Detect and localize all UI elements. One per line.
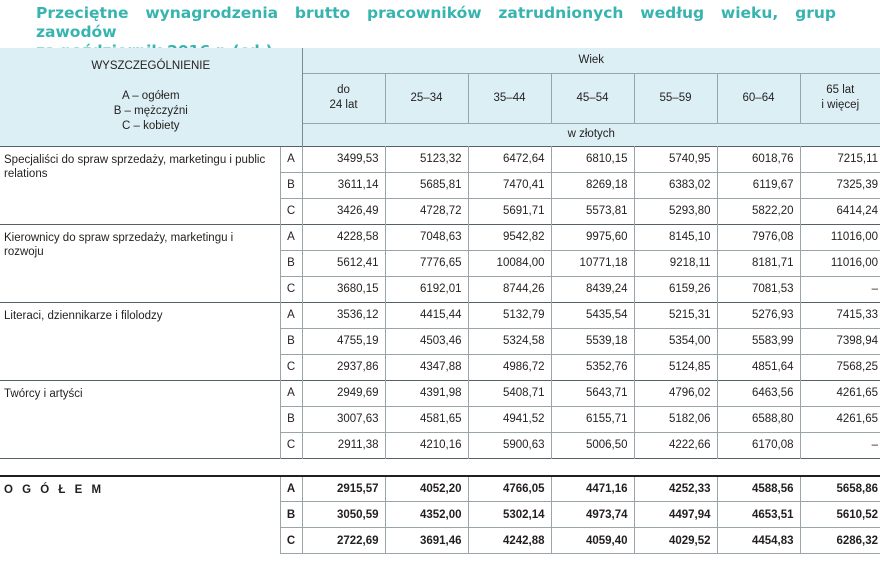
value-cell: 4242,88: [468, 528, 551, 554]
value-cell: 5539,18: [551, 328, 634, 354]
value-cell: –: [800, 276, 880, 302]
value-cell: 5324,58: [468, 328, 551, 354]
value-cell: 8181,71: [717, 250, 800, 276]
value-cell: 4766,05: [468, 476, 551, 502]
value-cell: 5354,00: [634, 328, 717, 354]
value-cell: 4796,02: [634, 380, 717, 406]
row-code: C: [280, 354, 302, 380]
value-cell: 2915,57: [302, 476, 385, 502]
value-cell: 9542,82: [468, 224, 551, 250]
header-age-label: 24 lat: [329, 99, 358, 111]
row-code: A: [280, 476, 302, 502]
value-cell: 5610,52: [800, 502, 880, 528]
row-code: B: [280, 502, 302, 528]
header-age-group: [717, 73, 800, 123]
table-row: [0, 380, 880, 406]
header-age-group: [634, 73, 717, 123]
value-cell: 9975,60: [551, 224, 634, 250]
header-age-label: 55–59: [659, 91, 692, 104]
value-cell: 6286,32: [800, 528, 880, 554]
row-code: B: [280, 250, 302, 276]
value-cell: 5352,76: [551, 354, 634, 380]
value-cell: 7415,33: [800, 302, 880, 328]
value-cell: 5822,20: [717, 198, 800, 224]
header-age-label: 25–34: [410, 91, 443, 104]
header-legend-a: A – ogółem: [121, 90, 180, 103]
value-cell: 3007,63: [302, 406, 385, 432]
header-age-label: i więcej: [821, 99, 860, 111]
value-cell: 7215,11: [800, 146, 880, 172]
row-code: C: [280, 432, 302, 458]
value-cell: 4415,44: [385, 302, 468, 328]
value-cell: 6018,76: [717, 146, 800, 172]
value-cell: 7776,65: [385, 250, 468, 276]
value-cell: 9218,11: [634, 250, 717, 276]
value-cell: 8439,24: [551, 276, 634, 302]
value-cell: 3536,12: [302, 302, 385, 328]
row-code: C: [280, 198, 302, 224]
value-cell: 6119,67: [717, 172, 800, 198]
value-cell: 5293,80: [634, 198, 717, 224]
value-cell: 4052,20: [385, 476, 468, 502]
value-cell: 4581,65: [385, 406, 468, 432]
row-code: A: [280, 146, 302, 172]
value-cell: 6463,56: [717, 380, 800, 406]
value-cell: 2722,69: [302, 528, 385, 554]
header-legend-c: C – kobiety: [121, 120, 180, 133]
value-cell: 10771,18: [551, 250, 634, 276]
value-cell: 5276,93: [717, 302, 800, 328]
header-age-label: do: [337, 84, 350, 96]
value-cell: 7081,53: [717, 276, 800, 302]
value-cell: 4222,66: [634, 432, 717, 458]
table-body: [0, 146, 880, 554]
wages-table: [0, 48, 880, 554]
value-cell: 7048,63: [385, 224, 468, 250]
value-cell: 4261,65: [800, 380, 880, 406]
occupation-name: Kierownicy do spraw sprzedaży, marketingu i rozwoju: [0, 224, 280, 302]
value-cell: 5583,99: [717, 328, 800, 354]
table-row: [0, 224, 880, 250]
header-description-cell: [0, 48, 302, 146]
value-cell: 5182,06: [634, 406, 717, 432]
header-age-label: 35–44: [493, 91, 526, 104]
value-cell: 4228,58: [302, 224, 385, 250]
value-cell: 5124,85: [634, 354, 717, 380]
value-cell: 5658,86: [836, 482, 879, 495]
row-code: C: [280, 276, 302, 302]
value-cell: 5900,63: [468, 432, 551, 458]
value-cell: 3691,46: [385, 528, 468, 554]
table-title-line-1: Przeciętne wynagrodzenia brutto pracowników zatrudnionych według wieku, grup zawodów: [36, 4, 836, 41]
value-cell: 5215,31: [634, 302, 717, 328]
table-row: [0, 302, 880, 328]
value-cell: 4986,72: [468, 354, 551, 380]
header-age-group: [385, 73, 468, 123]
table-separator: [0, 458, 880, 476]
value-cell: 4029,52: [634, 528, 717, 554]
row-code: A: [280, 224, 302, 250]
separator-cell: [0, 458, 880, 476]
value-cell: 4973,74: [551, 502, 634, 528]
value-cell: 4059,40: [551, 528, 634, 554]
value-cell: 5643,71: [551, 380, 634, 406]
value-cell: 11016,00: [800, 224, 880, 250]
row-code: B: [280, 406, 302, 432]
value-cell: 4210,16: [385, 432, 468, 458]
value-cell: 4755,19: [302, 328, 385, 354]
header-age-label: 45–54: [576, 91, 609, 104]
value-cell: 4471,16: [551, 476, 634, 502]
value-cell: 6155,71: [551, 406, 634, 432]
value-cell: 8744,26: [468, 276, 551, 302]
value-cell: 4352,00: [385, 502, 468, 528]
value-cell: 4503,46: [385, 328, 468, 354]
header-age-group: [551, 73, 634, 123]
value-cell: 5123,32: [385, 146, 468, 172]
value-cell: 4454,83: [717, 528, 800, 554]
value-cell: 3426,49: [302, 198, 385, 224]
value-cell: 8145,10: [634, 224, 717, 250]
header-age-label: 60–64: [742, 91, 775, 104]
value-cell: 5573,81: [551, 198, 634, 224]
value-cell: 4252,33: [634, 476, 717, 502]
value-cell: 7568,25: [800, 354, 880, 380]
header-age-group: [800, 73, 880, 123]
value-cell: 4261,65: [800, 406, 880, 432]
table-row: [0, 146, 880, 172]
value-cell: 7398,94: [800, 328, 880, 354]
value-cell: 6414,24: [800, 198, 880, 224]
value-cell: 8269,18: [551, 172, 634, 198]
value-cell: 5685,81: [385, 172, 468, 198]
value-cell: 6170,08: [717, 432, 800, 458]
header-age-group: [468, 73, 551, 123]
value-cell: 7470,41: [468, 172, 551, 198]
row-code: A: [280, 380, 302, 406]
occupation-name: Specjaliści do spraw sprzedaży, marketingu i public relations: [0, 146, 280, 224]
value-cell: 6588,80: [717, 406, 800, 432]
value-cell: 4588,56: [717, 476, 800, 502]
header-legend-b: B – mężczyźni: [113, 105, 188, 118]
value-cell: 6192,01: [385, 276, 468, 302]
value-cell: 2949,69: [302, 380, 385, 406]
value-cell: 4391,98: [385, 380, 468, 406]
header-age-label: 65 lat: [826, 84, 855, 96]
value-cell: 4497,94: [634, 502, 717, 528]
value-cell: 6810,15: [551, 146, 634, 172]
value-cell: 6472,64: [468, 146, 551, 172]
occupation-name: Twórcy i artyści: [0, 380, 280, 458]
value-cell: 3680,15: [302, 276, 385, 302]
row-code: A: [280, 302, 302, 328]
value-cell: 5612,41: [302, 250, 385, 276]
occupation-name: Literaci, dziennikarze i filolodzy: [0, 302, 280, 380]
value-cell: 2911,38: [302, 432, 385, 458]
value-cell: 5302,14: [468, 502, 551, 528]
value-cell: 5740,95: [634, 146, 717, 172]
value-cell: 5691,71: [468, 198, 551, 224]
header-wyszczegolnienie: WYSZCZEGÓLNIENIE: [91, 60, 211, 73]
row-code: C: [280, 528, 302, 554]
value-cell: 5006,50: [551, 432, 634, 458]
value-cell: 4941,52: [468, 406, 551, 432]
value-cell: 5132,79: [468, 302, 551, 328]
total-label: O G Ó Ł E M: [4, 483, 105, 496]
value-cell: 7325,39: [800, 172, 880, 198]
value-cell: –: [800, 432, 880, 458]
row-code: B: [280, 172, 302, 198]
value-cell: 4347,88: [385, 354, 468, 380]
table-header: [0, 48, 880, 146]
header-unit: w złotych: [302, 123, 880, 146]
table-row: [0, 476, 880, 502]
value-cell: 3499,53: [302, 146, 385, 172]
header-wiek: Wiek: [302, 48, 880, 73]
value-cell: 6159,26: [634, 276, 717, 302]
value-cell: 2937,86: [302, 354, 385, 380]
value-cell: 6383,02: [634, 172, 717, 198]
value-cell: 5435,54: [551, 302, 634, 328]
value-cell: 5408,71: [468, 380, 551, 406]
value-cell: 4653,51: [717, 502, 800, 528]
value-cell: 10084,00: [468, 250, 551, 276]
value-cell: 3611,14: [302, 172, 385, 198]
header-age-group: [302, 73, 385, 123]
value-cell: 3050,59: [302, 502, 385, 528]
value-cell: 4851,64: [717, 354, 800, 380]
value-cell: 7976,08: [717, 224, 800, 250]
value-cell: 11016,00: [800, 250, 880, 276]
row-code: B: [280, 328, 302, 354]
value-cell: 4728,72: [385, 198, 468, 224]
